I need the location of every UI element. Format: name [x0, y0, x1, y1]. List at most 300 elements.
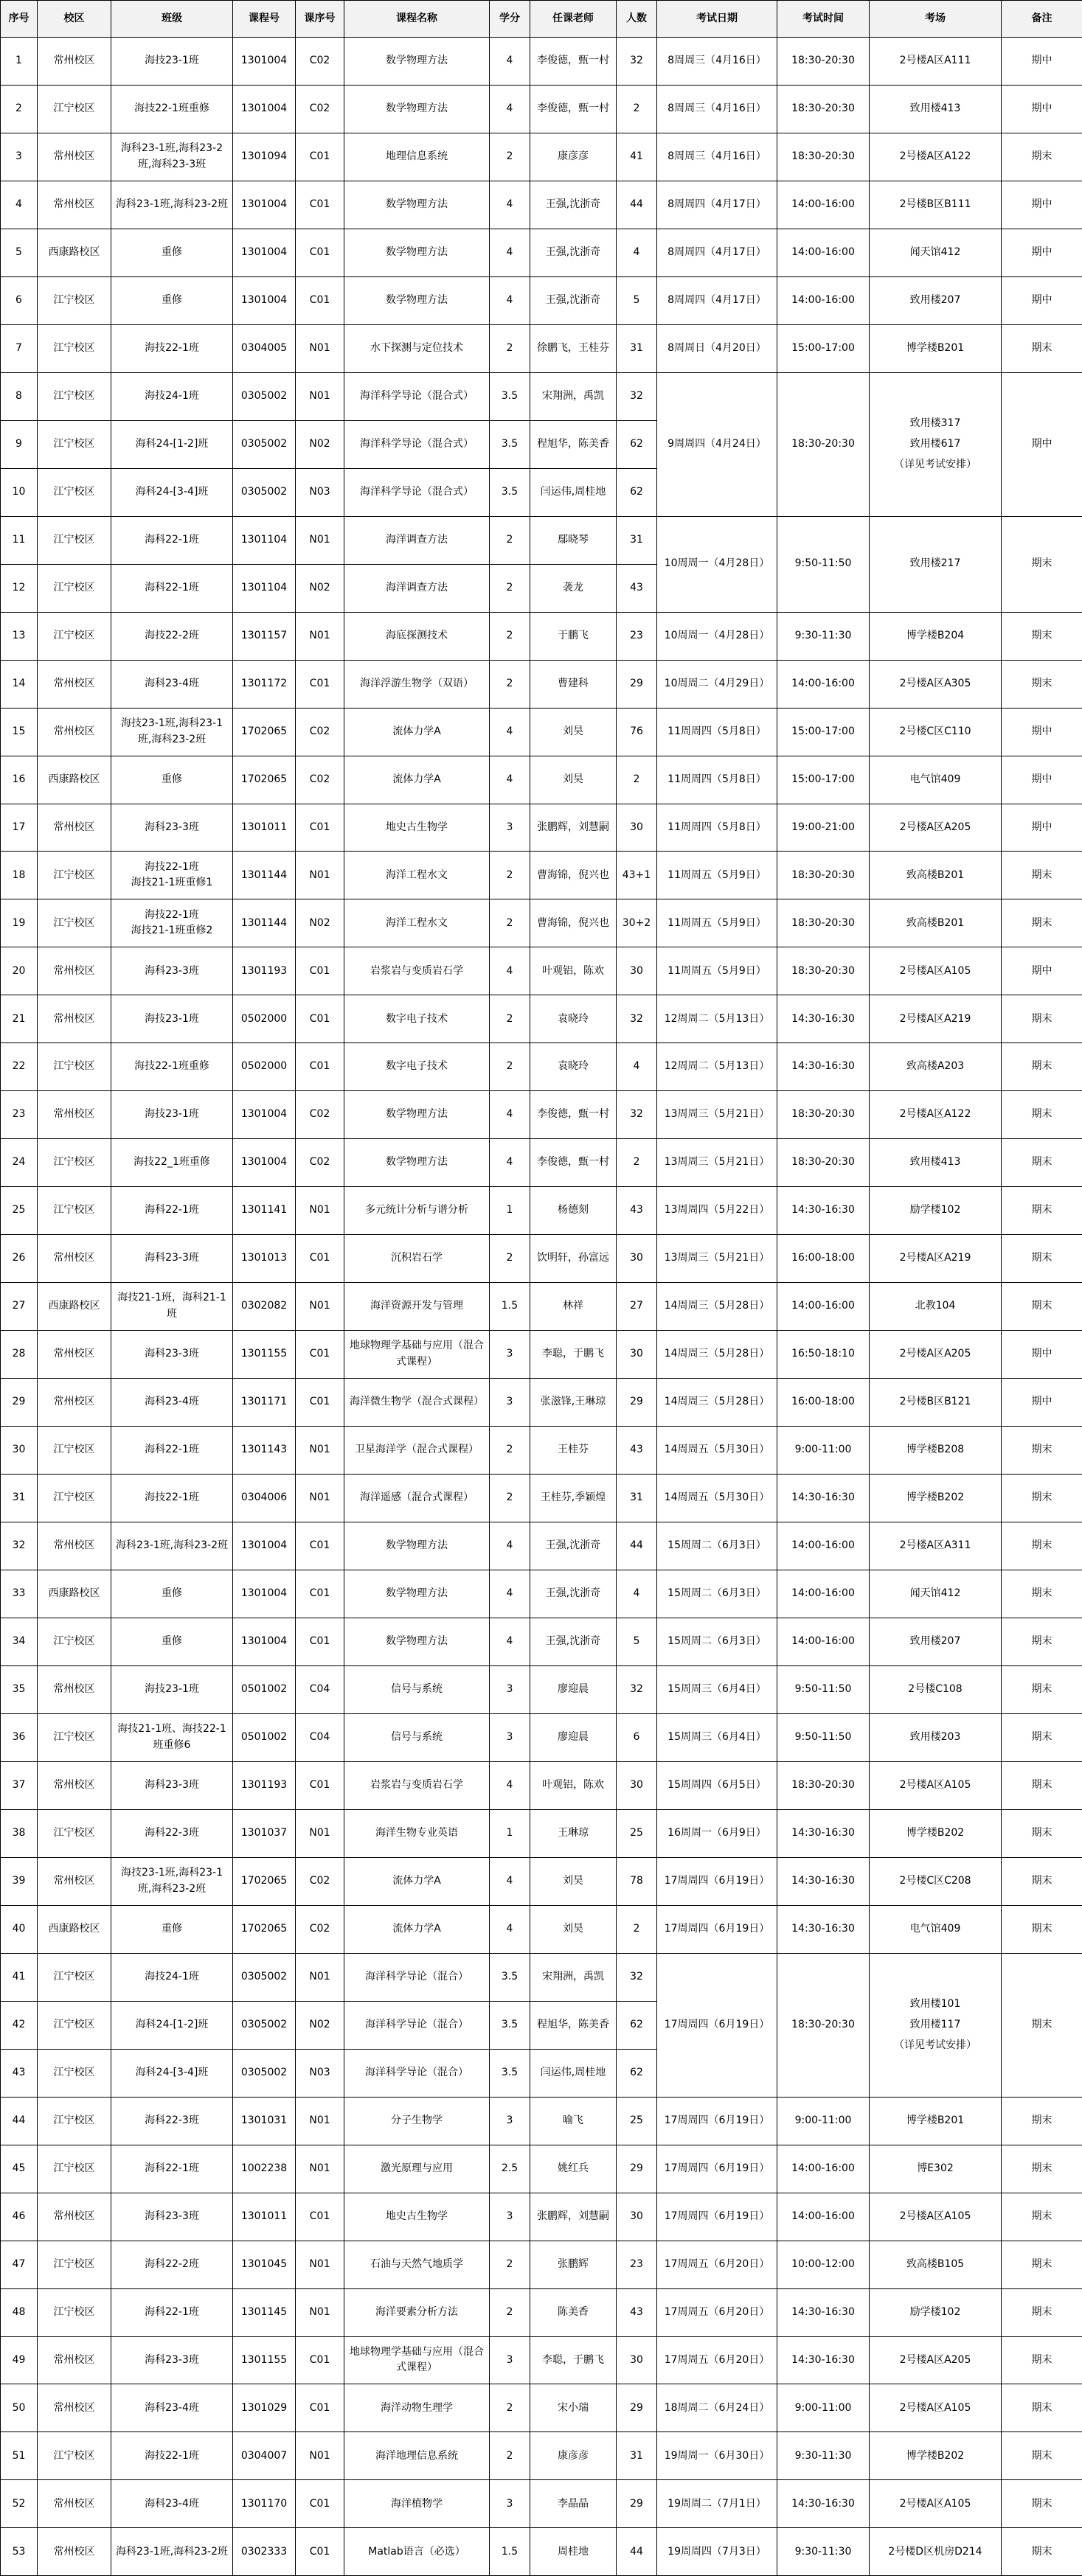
cell-seq: C01 [296, 995, 344, 1043]
cell-exam-date: 13周周四（5月22日） [657, 1187, 777, 1235]
cell-note: 期中 [1002, 276, 1082, 324]
cell-exam-room: 致高楼B201 [870, 852, 1002, 899]
merged-cell-exam-date: 10周周一（4月28日） [657, 516, 777, 612]
cell-campus: 江宁校区 [38, 1953, 111, 2001]
cell-count: 78 [617, 1857, 657, 1905]
cell-teacher: 于鹏飞 [530, 612, 617, 660]
cell-note: 期末 [1002, 1905, 1082, 1953]
cell-teacher: 周桂地 [530, 2528, 617, 2576]
cell-no: 5 [1, 229, 38, 276]
cell-count: 44 [617, 181, 657, 229]
cell-no: 1 [1, 38, 38, 86]
column-header: 校区 [38, 1, 111, 38]
cell-credit: 4 [490, 1139, 530, 1187]
cell-count: 41 [617, 133, 657, 181]
cell-class: 海科23-4班 [111, 2384, 233, 2432]
cell-teacher: 张鹏辉，刘慧嗣 [530, 2193, 617, 2241]
cell-no: 10 [1, 468, 38, 516]
cell-note: 期末 [1002, 2193, 1082, 2241]
cell-exam-date: 12周周二（5月13日） [657, 1043, 777, 1091]
table-row [1, 1905, 1082, 1953]
cell-count: 25 [617, 2097, 657, 2145]
cell-credit: 2 [490, 1475, 530, 1522]
cell-credit: 3.5 [490, 1953, 530, 2001]
table-row [1, 372, 1082, 420]
cell-exam-date: 12周周二（5月13日） [657, 995, 777, 1043]
cell-class: 海科23-3班 [111, 1331, 233, 1379]
cell-seq: N01 [296, 372, 344, 420]
table-row [1, 276, 1082, 324]
cell-exam-time: 14:30-16:30 [777, 1809, 870, 1857]
cell-count: 43 [617, 564, 657, 612]
cell-exam-room: 2号楼B区B121 [870, 1379, 1002, 1427]
cell-exam-time: 14:00-16:00 [777, 2193, 870, 2241]
cell-exam-room: 2号楼A区A219 [870, 995, 1002, 1043]
cell-course-name: 数字电子技术 [344, 1043, 490, 1091]
cell-course-name: 海洋科学导论（混合） [344, 2049, 490, 2097]
cell-note: 期末 [1002, 2480, 1082, 2528]
cell-no: 16 [1, 756, 38, 804]
cell-credit: 2 [490, 564, 530, 612]
cell-exam-room: 闻天馆412 [870, 1570, 1002, 1618]
cell-count: 30 [617, 1235, 657, 1283]
merged-cell-note: 期中 [1002, 372, 1082, 516]
table-row [1, 804, 1082, 852]
cell-course-name: 海洋资源开发与管理 [344, 1283, 490, 1331]
column-header: 考试时间 [777, 1, 870, 38]
cell-seq: C01 [296, 2384, 344, 2432]
cell-teacher: 鄢晓琴 [530, 516, 617, 564]
cell-class: 海技23-1班,海科23-1班,海科23-2班 [111, 708, 233, 756]
cell-teacher: 李俊德，甄一村 [530, 1091, 617, 1139]
cell-exam-date: 15周周二（6月3日） [657, 1570, 777, 1618]
cell-note: 期末 [1002, 1761, 1082, 1809]
cell-exam-room: 2号楼A区A105 [870, 2193, 1002, 2241]
cell-credit: 2 [490, 516, 530, 564]
cell-credit: 2 [490, 133, 530, 181]
cell-teacher: 李俊德，甄一村 [530, 1139, 617, 1187]
cell-no: 9 [1, 420, 38, 468]
cell-campus: 常州校区 [38, 1379, 111, 1427]
cell-exam-date: 19周周一（6月30日） [657, 2432, 777, 2480]
cell-course-name: 地史古生物学 [344, 2193, 490, 2241]
cell-exam-room: 致用楼203 [870, 1713, 1002, 1761]
cell-course-name: 海洋地理信息系统 [344, 2432, 490, 2480]
cell-course-no: 1002238 [233, 2145, 296, 2193]
cell-course-name: 海洋生物专业英语 [344, 1809, 490, 1857]
cell-credit: 2 [490, 995, 530, 1043]
cell-no: 26 [1, 1235, 38, 1283]
cell-credit: 4 [490, 1570, 530, 1618]
cell-count: 62 [617, 468, 657, 516]
cell-count: 30 [617, 947, 657, 995]
cell-course-name: 海洋调查方法 [344, 516, 490, 564]
table-row [1, 2145, 1082, 2193]
cell-count: 32 [617, 38, 657, 86]
cell-note: 期末 [1002, 1475, 1082, 1522]
cell-class: 海技22-1班 海技21-1班重修2 [111, 899, 233, 947]
cell-no: 19 [1, 899, 38, 947]
cell-teacher: 程旭华，陈美香 [530, 2001, 617, 2049]
cell-credit: 3 [490, 1665, 530, 1713]
cell-campus: 江宁校区 [38, 1187, 111, 1235]
cell-exam-time: 16:00-18:00 [777, 1379, 870, 1427]
cell-course-no: 1301141 [233, 1187, 296, 1235]
cell-course-no: 1301094 [233, 133, 296, 181]
cell-credit: 3 [490, 2480, 530, 2528]
cell-course-no: 1301011 [233, 2193, 296, 2241]
cell-seq: N01 [296, 1283, 344, 1331]
cell-course-name: 岩浆岩与变质岩石学 [344, 947, 490, 995]
cell-exam-room: 2号楼A区A205 [870, 804, 1002, 852]
cell-exam-date: 11周周四（5月8日） [657, 708, 777, 756]
cell-course-no: 1301004 [233, 38, 296, 86]
cell-campus: 常州校区 [38, 1522, 111, 1570]
cell-class: 海技22-1班重修 [111, 1043, 233, 1091]
column-header: 任课老师 [530, 1, 617, 38]
cell-exam-room: 2号楼C区C110 [870, 708, 1002, 756]
cell-course-no: 1702065 [233, 1857, 296, 1905]
cell-exam-time: 14:00-16:00 [777, 1522, 870, 1570]
cell-class: 重修 [111, 276, 233, 324]
cell-course-name: 海洋科学导论（混合式） [344, 468, 490, 516]
cell-class: 海技21-1班，海科21-1班 [111, 1283, 233, 1331]
cell-teacher: 廖迎晨 [530, 1665, 617, 1713]
table-row [1, 38, 1082, 86]
table-row [1, 2336, 1082, 2384]
cell-campus: 江宁校区 [38, 2145, 111, 2193]
cell-credit: 3 [490, 2336, 530, 2384]
cell-note: 期末 [1002, 1522, 1082, 1570]
cell-class: 海科22-3班 [111, 2097, 233, 2145]
cell-exam-time: 19:00-21:00 [777, 804, 870, 852]
cell-count: 44 [617, 1522, 657, 1570]
cell-teacher: 袭龙 [530, 564, 617, 612]
cell-course-name: 海洋科学导论（混合式） [344, 420, 490, 468]
cell-seq: N02 [296, 420, 344, 468]
cell-seq: C02 [296, 85, 344, 133]
cell-seq: N01 [296, 2145, 344, 2193]
cell-credit: 4 [490, 1618, 530, 1665]
cell-no: 15 [1, 708, 38, 756]
cell-seq: C01 [296, 1761, 344, 1809]
cell-course-no: 0305002 [233, 468, 296, 516]
cell-credit: 4 [490, 708, 530, 756]
cell-exam-date: 8周周三（4月16日） [657, 133, 777, 181]
cell-count: 2 [617, 1139, 657, 1187]
cell-campus: 常州校区 [38, 1331, 111, 1379]
cell-class: 海科23-3班 [111, 2193, 233, 2241]
table-row [1, 1713, 1082, 1761]
cell-exam-time: 14:30-16:30 [777, 1043, 870, 1091]
cell-credit: 4 [490, 1761, 530, 1809]
cell-exam-time: 15:00-17:00 [777, 756, 870, 804]
cell-course-no: 0502000 [233, 995, 296, 1043]
table-row [1, 1091, 1082, 1139]
cell-course-no: 1301004 [233, 1522, 296, 1570]
cell-exam-date: 15周周二（6月3日） [657, 1522, 777, 1570]
cell-exam-time: 18:30-20:30 [777, 133, 870, 181]
cell-exam-room: 2号楼B区B111 [870, 181, 1002, 229]
cell-no: 6 [1, 276, 38, 324]
cell-count: 43 [617, 2288, 657, 2336]
cell-seq: N01 [296, 1187, 344, 1235]
cell-note: 期中 [1002, 708, 1082, 756]
cell-credit: 3.5 [490, 468, 530, 516]
cell-no: 29 [1, 1379, 38, 1427]
cell-count: 31 [617, 2432, 657, 2480]
cell-exam-time: 9:30-11:30 [777, 2432, 870, 2480]
cell-seq: N01 [296, 852, 344, 899]
cell-exam-time: 14:30-16:30 [777, 995, 870, 1043]
cell-class: 海科22-3班 [111, 1809, 233, 1857]
cell-class: 海技24-1班 [111, 372, 233, 420]
cell-seq: N01 [296, 1809, 344, 1857]
cell-no: 4 [1, 181, 38, 229]
cell-exam-time: 18:30-20:30 [777, 947, 870, 995]
cell-teacher: 李晶晶 [530, 2480, 617, 2528]
cell-exam-date: 8周周四（4月17日） [657, 276, 777, 324]
cell-course-no: 1301004 [233, 276, 296, 324]
cell-course-name: 地史古生物学 [344, 804, 490, 852]
cell-seq: C02 [296, 1091, 344, 1139]
cell-exam-date: 17周周四（6月19日） [657, 2193, 777, 2241]
cell-course-name: 数学物理方法 [344, 1091, 490, 1139]
cell-seq: C01 [296, 133, 344, 181]
cell-credit: 2 [490, 1427, 530, 1475]
cell-seq: C01 [296, 229, 344, 276]
cell-exam-date: 17周周四（6月19日） [657, 2097, 777, 2145]
cell-no: 43 [1, 2049, 38, 2097]
column-header: 课序号 [296, 1, 344, 38]
cell-note: 期末 [1002, 2097, 1082, 2145]
cell-exam-room: 2号楼A区A122 [870, 1091, 1002, 1139]
cell-class: 海技23-1班,海科23-1班,海科23-2班 [111, 1857, 233, 1905]
cell-credit: 1 [490, 1187, 530, 1235]
cell-campus: 常州校区 [38, 947, 111, 995]
cell-course-no: 0305002 [233, 420, 296, 468]
cell-exam-room: 电气馆409 [870, 756, 1002, 804]
cell-count: 23 [617, 2241, 657, 2288]
merged-cell-exam-time: 18:30-20:30 [777, 1953, 870, 2097]
cell-course-name: 海底探测技术 [344, 612, 490, 660]
cell-exam-room: 2号楼A区A111 [870, 38, 1002, 86]
cell-exam-room: 博学楼B202 [870, 1809, 1002, 1857]
cell-count: 31 [617, 1475, 657, 1522]
cell-course-name: 激光原理与应用 [344, 2145, 490, 2193]
cell-campus: 常州校区 [38, 2336, 111, 2384]
cell-exam-date: 10周周一（4月28日） [657, 612, 777, 660]
cell-seq: N01 [296, 2097, 344, 2145]
cell-teacher: 闫运伟,周桂地 [530, 2049, 617, 2097]
cell-exam-date: 15周周三（6月4日） [657, 1713, 777, 1761]
cell-seq: N03 [296, 468, 344, 516]
cell-exam-room: 致用楼413 [870, 1139, 1002, 1187]
cell-campus: 常州校区 [38, 181, 111, 229]
cell-exam-date: 15周周三（6月4日） [657, 1665, 777, 1713]
cell-exam-room: 2号楼A区A122 [870, 133, 1002, 181]
cell-exam-room: 博E302 [870, 2145, 1002, 2193]
exam-room-line: 致用楼117 [909, 2018, 961, 2030]
cell-exam-room: 2号楼A区A205 [870, 2336, 1002, 2384]
cell-count: 27 [617, 1283, 657, 1331]
cell-credit: 4 [490, 756, 530, 804]
cell-note: 期中 [1002, 85, 1082, 133]
table-row [1, 229, 1082, 276]
cell-credit: 2 [490, 2241, 530, 2288]
cell-course-name: Matlab语言（必选） [344, 2528, 490, 2576]
exam-room-line: 致用楼217 [909, 557, 961, 570]
cell-course-name: 流体力学A [344, 1905, 490, 1953]
cell-course-name: 数学物理方法 [344, 1618, 490, 1665]
cell-campus: 西康路校区 [38, 756, 111, 804]
cell-credit: 2 [490, 899, 530, 947]
cell-course-name: 地理信息系统 [344, 133, 490, 181]
cell-exam-time: 14:30-16:30 [777, 1857, 870, 1905]
cell-credit: 3.5 [490, 372, 530, 420]
cell-exam-date: 15周周二（6月3日） [657, 1618, 777, 1665]
cell-teacher: 王桂芬,季颖煌 [530, 1475, 617, 1522]
cell-exam-room: 致高楼A203 [870, 1043, 1002, 1091]
cell-note: 期中 [1002, 756, 1082, 804]
cell-note: 期末 [1002, 2145, 1082, 2193]
cell-seq: C01 [296, 1522, 344, 1570]
cell-teacher: 康彦彦 [530, 2432, 617, 2480]
table-row [1, 85, 1082, 133]
cell-course-name: 地球物理学基础与应用（混合式课程） [344, 2336, 490, 2384]
cell-campus: 江宁校区 [38, 516, 111, 564]
cell-course-no: 1301143 [233, 1427, 296, 1475]
cell-exam-room: 2号楼A区A105 [870, 2480, 1002, 2528]
cell-seq: N01 [296, 1427, 344, 1475]
cell-teacher: 叶观铝，陈欢 [530, 1761, 617, 1809]
cell-teacher: 程旭华，陈美香 [530, 420, 617, 468]
cell-credit: 4 [490, 38, 530, 86]
cell-campus: 常州校区 [38, 133, 111, 181]
cell-exam-time: 10:00-12:00 [777, 2241, 870, 2288]
cell-count: 2 [617, 85, 657, 133]
cell-no: 14 [1, 660, 38, 708]
cell-course-name: 数学物理方法 [344, 229, 490, 276]
cell-teacher: 廖迎晨 [530, 1713, 617, 1761]
cell-teacher: 饮明轩，孙富远 [530, 1235, 617, 1283]
cell-exam-time: 9:00-11:00 [777, 1427, 870, 1475]
cell-count: 4 [617, 1570, 657, 1618]
cell-campus: 江宁校区 [38, 1618, 111, 1665]
cell-course-no: 1301171 [233, 1379, 296, 1427]
cell-course-no: 0304005 [233, 324, 296, 372]
cell-exam-date: 17周周五（6月20日） [657, 2336, 777, 2384]
table-row [1, 1283, 1082, 1331]
cell-seq: C01 [296, 660, 344, 708]
cell-exam-time: 16:00-18:00 [777, 1235, 870, 1283]
cell-count: 30 [617, 1331, 657, 1379]
cell-exam-time: 14:00-16:00 [777, 181, 870, 229]
cell-class: 海科22-1班 [111, 1187, 233, 1235]
cell-count: 62 [617, 420, 657, 468]
cell-exam-date: 18周周二（6月24日） [657, 2384, 777, 2432]
table-row [1, 1570, 1082, 1618]
cell-exam-date: 14周周三（5月28日） [657, 1331, 777, 1379]
cell-note: 期末 [1002, 660, 1082, 708]
cell-campus: 江宁校区 [38, 2288, 111, 2336]
cell-exam-date: 11周周四（5月8日） [657, 756, 777, 804]
cell-course-no: 1301170 [233, 2480, 296, 2528]
cell-teacher: 刘昊 [530, 756, 617, 804]
cell-no: 18 [1, 852, 38, 899]
cell-note: 期中 [1002, 1379, 1082, 1427]
cell-teacher: 杨德刻 [530, 1187, 617, 1235]
cell-no: 36 [1, 1713, 38, 1761]
table-row [1, 852, 1082, 899]
cell-campus: 常州校区 [38, 660, 111, 708]
cell-exam-date: 13周周三（5月21日） [657, 1091, 777, 1139]
cell-teacher: 王强,沈浙奇 [530, 1618, 617, 1665]
cell-teacher: 宋翔洲，禹凯 [530, 1953, 617, 2001]
cell-seq: C04 [296, 1713, 344, 1761]
table-row [1, 1857, 1082, 1905]
cell-seq: N01 [296, 2288, 344, 2336]
cell-no: 8 [1, 372, 38, 420]
cell-exam-room: 博学楼B208 [870, 1427, 1002, 1475]
cell-note: 期末 [1002, 1570, 1082, 1618]
cell-class: 海技22-1班 [111, 2432, 233, 2480]
cell-exam-time: 9:00-11:00 [777, 2097, 870, 2145]
cell-note: 期末 [1002, 899, 1082, 947]
cell-credit: 3.5 [490, 2001, 530, 2049]
cell-seq: C01 [296, 2480, 344, 2528]
cell-exam-time: 9:30-11:30 [777, 2528, 870, 2576]
cell-course-no: 1301037 [233, 1809, 296, 1857]
cell-class: 海科22-1班 [111, 1427, 233, 1475]
cell-class: 海科23-1班,海科23-2班 [111, 2528, 233, 2576]
cell-campus: 江宁校区 [38, 612, 111, 660]
cell-credit: 4 [490, 276, 530, 324]
cell-course-no: 1301011 [233, 804, 296, 852]
cell-seq: N01 [296, 1953, 344, 2001]
cell-no: 25 [1, 1187, 38, 1235]
cell-note: 期末 [1002, 1043, 1082, 1091]
cell-course-name: 流体力学A [344, 708, 490, 756]
cell-course-no: 1301104 [233, 564, 296, 612]
cell-seq: N01 [296, 2432, 344, 2480]
cell-course-name: 海洋调查方法 [344, 564, 490, 612]
cell-credit: 2.5 [490, 2145, 530, 2193]
cell-note: 期末 [1002, 2528, 1082, 2576]
cell-no: 44 [1, 2097, 38, 2145]
cell-no: 23 [1, 1091, 38, 1139]
cell-course-no: 1301004 [233, 181, 296, 229]
table-row [1, 2193, 1082, 2241]
cell-exam-date: 8周周三（4月16日） [657, 38, 777, 86]
cell-course-no: 0501002 [233, 1665, 296, 1713]
cell-class: 海技23-1班 [111, 995, 233, 1043]
cell-course-no: 1301104 [233, 516, 296, 564]
cell-exam-time: 14:00-16:00 [777, 276, 870, 324]
cell-exam-room: 2号楼C区C208 [870, 1857, 1002, 1905]
cell-course-no: 1301155 [233, 2336, 296, 2384]
cell-credit: 2 [490, 1235, 530, 1283]
cell-campus: 常州校区 [38, 2528, 111, 2576]
cell-note: 期末 [1002, 1665, 1082, 1713]
table-row [1, 2288, 1082, 2336]
cell-count: 5 [617, 276, 657, 324]
cell-seq: C01 [296, 2528, 344, 2576]
cell-seq: C01 [296, 2336, 344, 2384]
cell-note: 期末 [1002, 1618, 1082, 1665]
cell-seq: C04 [296, 1665, 344, 1713]
cell-note: 期末 [1002, 1091, 1082, 1139]
